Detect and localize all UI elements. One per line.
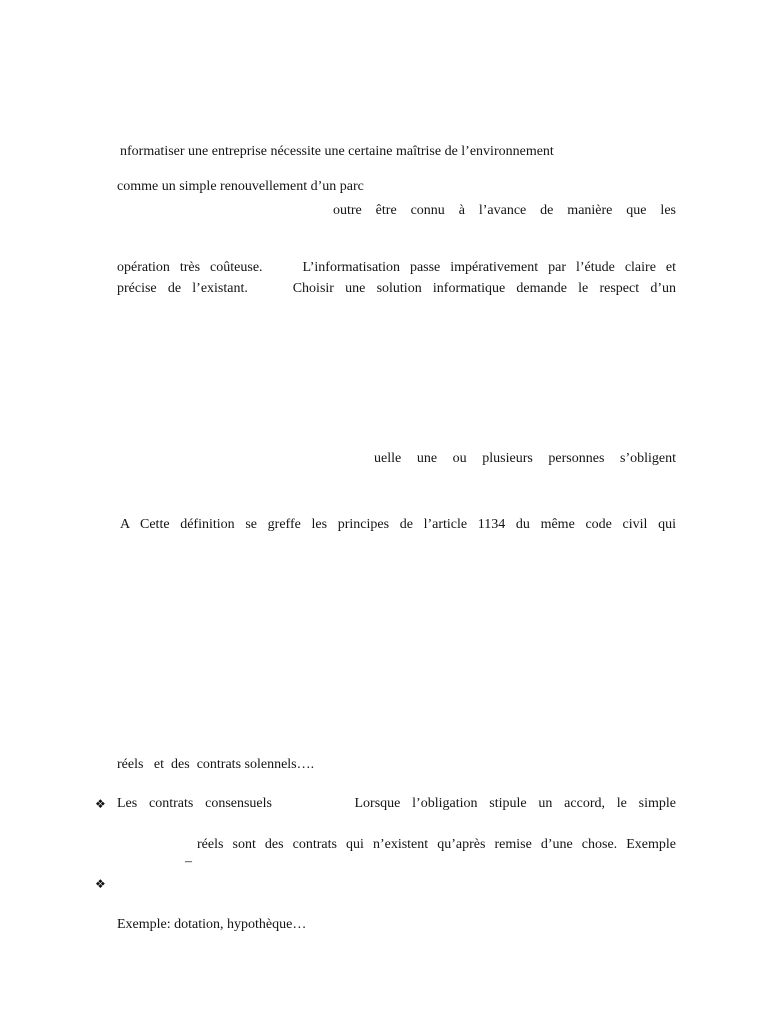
text-line-8: réels et des contrats solennels….	[117, 757, 315, 772]
text-line-12: Exemple: dotation, hypothèque…	[117, 917, 307, 932]
text-line-9: Les contrats consensuels Lorsque l’obligation stipule un accord, le simple	[117, 796, 676, 811]
text-line-3: outre être connu à l’avance de manière que les	[333, 203, 676, 218]
text-line-1: nformatiser une entreprise nécessite une certaine maîtrise de l’environnement	[120, 144, 554, 159]
text-line-7: A Cette définition se greffe les principes de l’article 1134 du même code civil qui	[120, 517, 676, 532]
text-line-2: comme un simple renouvellement d’un parc	[117, 179, 364, 194]
text-line-11-dash: –	[185, 854, 192, 869]
diamond-bullet-icon: ❖	[95, 797, 106, 811]
text-line-5: précise de l’existant. Choisir une solution informatique demande le respect d’un	[117, 281, 676, 296]
text-line-10: réels sont des contrats qui n’existent qu’après remise d’une chose. Exemple	[197, 837, 676, 852]
text-line-6: uelle une ou plusieurs personnes s’obligent	[374, 451, 676, 466]
diamond-bullet-icon: ❖	[95, 877, 106, 891]
text-line-4: opération très coûteuse. L’informatisation passe impérativement par l’étude claire et	[117, 260, 676, 275]
